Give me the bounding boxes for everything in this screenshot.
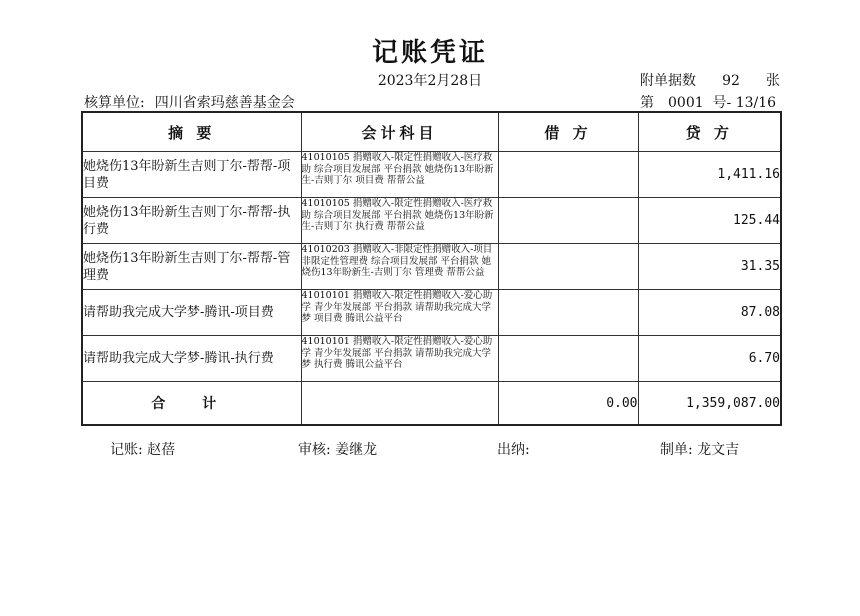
row-credit: 6.70 (638, 336, 781, 382)
preparer-label: 制单: (660, 442, 693, 458)
row-account: 41010101 捐赠收入-限定性捐赠收入-爱心助学 青少年发展部 平台捐款 请帮助我完成大学梦 项目费 腾讯公益平台 (301, 290, 498, 336)
ledger-table (81, 111, 782, 426)
row-credit: 1,411.16 (638, 152, 781, 198)
bookkeeper-label: 记账: (110, 442, 143, 458)
voucher-number (640, 92, 776, 112)
accounting-unit (84, 92, 295, 112)
total-row (82, 382, 781, 426)
table-row (82, 290, 781, 336)
row-account: 41010203 捐赠收入-非限定性捐赠收入-项目非限定性管理费 综合项目发展部 平台捐款 她烧伤13年盼新生-吉则丁尔 管理费 帮帮公益 (301, 244, 498, 290)
row-credit: 31.35 (638, 244, 781, 290)
attachment-number: 92 (722, 73, 740, 89)
row-summary: 她烧伤13年盼新生吉则丁尔-帮帮-执行费 (82, 198, 301, 244)
row-account: 41010105 捐赠收入-限定性捐赠收入-医疗救助 综合项目发展部 平台捐款 她烧伤13年盼新生-吉则丁尔 执行费 帮帮公益 (301, 198, 498, 244)
header-debit: 借 方 (498, 112, 638, 152)
row-credit: 87.08 (638, 290, 781, 336)
row-debit (498, 290, 638, 336)
preparer (660, 439, 739, 459)
header-summary: 摘 要 (82, 112, 301, 152)
voucher-number-suffix: 号- 13/16 (712, 95, 777, 111)
attachment-unit: 张 (766, 73, 780, 89)
table-row (82, 152, 781, 198)
row-summary: 她烧伤13年盼新生吉则丁尔-帮帮-管理费 (82, 244, 301, 290)
total-credit: 1,359,087.00 (638, 382, 781, 426)
cashier (497, 439, 530, 459)
row-debit (498, 198, 638, 244)
table-row (82, 244, 781, 290)
reviewer-label: 审核: (298, 442, 331, 458)
table-row (82, 336, 781, 382)
bookkeeper (110, 439, 175, 459)
preparer-name: 龙文吉 (697, 442, 740, 458)
header-credit: 贷 方 (638, 112, 781, 152)
reviewer (298, 439, 377, 459)
bookkeeper-name: 赵蓓 (147, 442, 176, 458)
row-credit: 125.44 (638, 198, 781, 244)
row-account: 41010105 捐赠收入-限定性捐赠收入-医疗救助 综合项目发展部 平台捐款 她烧伤13年盼新生-吉则丁尔 项目费 帮帮公益 (301, 152, 498, 198)
row-debit (498, 244, 638, 290)
voucher-number-label: 第 (640, 95, 654, 111)
total-debit: 0.00 (498, 382, 638, 426)
cashier-label: 出纳: (497, 442, 530, 458)
total-account (301, 382, 498, 426)
row-account: 41010101 捐赠收入-限定性捐赠收入-爱心助学 青少年发展部 平台捐款 请帮助我完成大学梦 执行费 腾讯公益平台 (301, 336, 498, 382)
row-summary: 请帮助我完成大学梦-腾讯-执行费 (82, 336, 301, 382)
total-label: 合 计 (82, 382, 301, 426)
accounting-unit-label: 核算单位: (84, 95, 145, 111)
table-header-row (82, 112, 781, 152)
accounting-unit-name: 四川省索玛慈善基金会 (154, 95, 295, 111)
row-summary: 她烧伤13年盼新生吉则丁尔-帮帮-项目费 (82, 152, 301, 198)
header-account: 会计科目 (301, 112, 498, 152)
voucher-number-value: 0001 (668, 95, 704, 111)
row-debit (498, 336, 638, 382)
attachment-count (640, 70, 780, 90)
row-summary: 请帮助我完成大学梦-腾讯-项目费 (82, 290, 301, 336)
attachment-label: 附单据数 (640, 73, 696, 89)
voucher-date: 2023年2月28日 (377, 73, 483, 89)
voucher-title: 记账凭证 (371, 38, 488, 68)
reviewer-name: 姜继龙 (335, 442, 378, 458)
table-row (82, 198, 781, 244)
row-debit (498, 152, 638, 198)
